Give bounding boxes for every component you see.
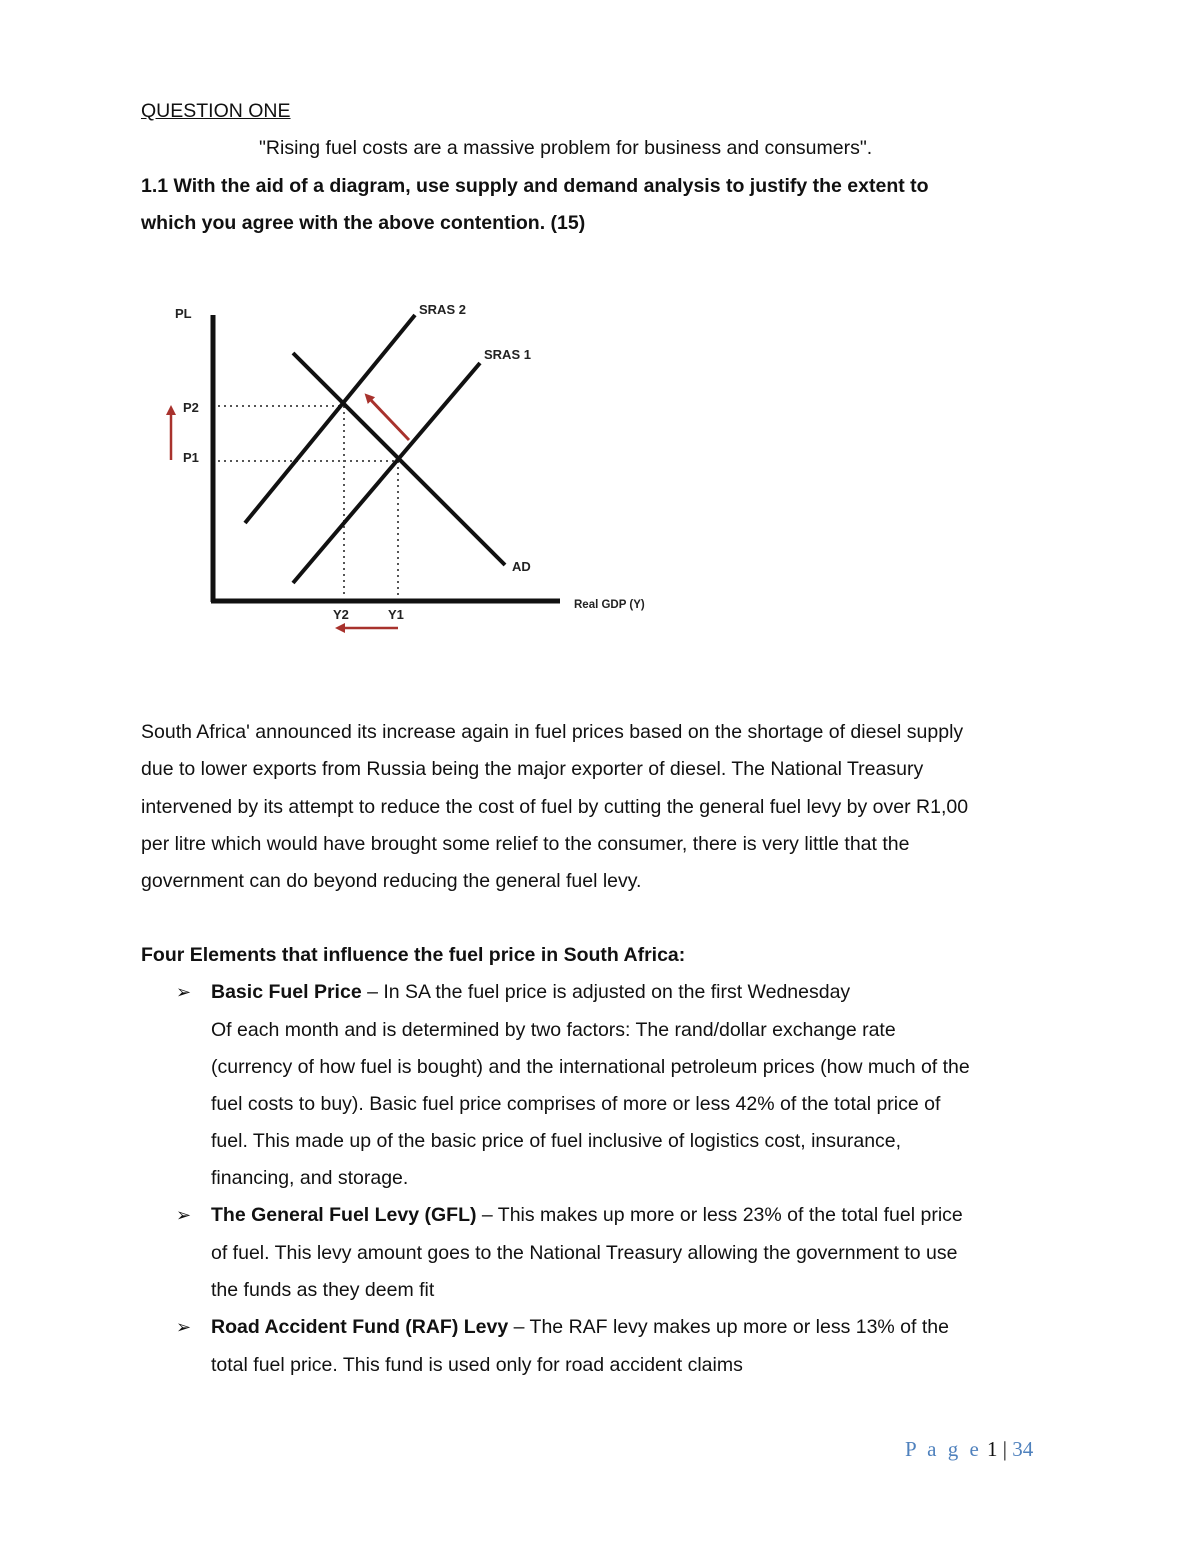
ad-label: AD (512, 559, 531, 574)
bullet-arrow-icon: ➢ (176, 982, 192, 1002)
sras1-curve (293, 363, 480, 583)
list-item (211, 1315, 949, 1339)
paragraph-line-4: per litre which would have brought some relief to the consumer, there is very little that the (141, 833, 910, 855)
y1-label: Y1 (388, 607, 404, 622)
question-quote: "Rising fuel costs are a massive problem for business and consumers". (259, 137, 873, 159)
p1-label: P1 (183, 450, 199, 465)
page-number: 1 (987, 1437, 998, 1461)
item-line: financing, and storage. (211, 1167, 409, 1189)
question-heading: QUESTION ONE (141, 100, 291, 122)
item-line: fuel costs to buy). Basic fuel price comprises of more or less 42% of the total price of (211, 1093, 941, 1115)
item-line: of fuel. This levy amount goes to the National Treasury allowing the government to use (211, 1242, 958, 1264)
list-item (211, 980, 850, 1004)
item-lead: – In SA the fuel price is adjusted on the first Wednesday (361, 981, 851, 1003)
item-title: Basic Fuel Price (211, 981, 362, 1003)
item-line: Of each month and is determined by two factors: The rand/dollar exchange rate (211, 1019, 896, 1041)
question-prompt-line-2: which you agree with the above contention. (15) (141, 212, 586, 234)
bullet-arrow-icon: ➢ (176, 1205, 192, 1225)
sras1-label: SRAS 1 (484, 347, 531, 362)
item-line: the funds as they deem fit (211, 1279, 435, 1301)
page-word: P a g e (905, 1437, 982, 1461)
x-axis-label: Real GDP (Y) (574, 599, 645, 611)
page-separator: | (997, 1437, 1013, 1461)
paragraph-line-2: due to lower exports from Russia being the major exporter of diesel. The National Treasury (141, 758, 924, 780)
list-item (211, 1203, 963, 1227)
page-footer (905, 1436, 1033, 1462)
item-title: The General Fuel Levy (GFL) (211, 1204, 477, 1226)
bullet-arrow-icon: ➢ (176, 1317, 192, 1337)
y2-label: Y2 (333, 607, 349, 622)
sras2-label: SRAS 2 (419, 302, 466, 317)
item-line: fuel. This made up of the basic price of fuel inclusive of logistics cost, insurance, (211, 1130, 902, 1152)
item-lead: – The RAF levy makes up more or less 13% of the (508, 1316, 949, 1338)
as-ad-diagram (160, 295, 670, 635)
question-prompt-line-1: 1.1 With the aid of a diagram, use supply and demand analysis to justify the extent to (141, 175, 929, 197)
elements-heading: Four Elements that influence the fuel price in South Africa: (141, 944, 686, 966)
p2-label: P2 (183, 400, 199, 415)
paragraph-line-5: government can do beyond reducing the general fuel levy. (141, 870, 642, 892)
item-line: (currency of how fuel is bought) and the international petroleum prices (how much of the (211, 1056, 970, 1078)
paragraph-line-3: intervened by its attempt to reduce the cost of fuel by cutting the general fuel levy by over R1,00 (141, 796, 969, 818)
y-axis-label: PL (175, 306, 192, 321)
item-lead: – This makes up more or less 23% of the total fuel price (476, 1204, 963, 1226)
paragraph-line-1: South Africa' announced its increase again in fuel prices based on the shortage of diesel supply (141, 721, 964, 743)
item-line: total fuel price. This fund is used only for road accident claims (211, 1354, 743, 1376)
total-pages: 34 (1012, 1437, 1034, 1461)
item-title: Road Accident Fund (RAF) Levy (211, 1316, 509, 1338)
